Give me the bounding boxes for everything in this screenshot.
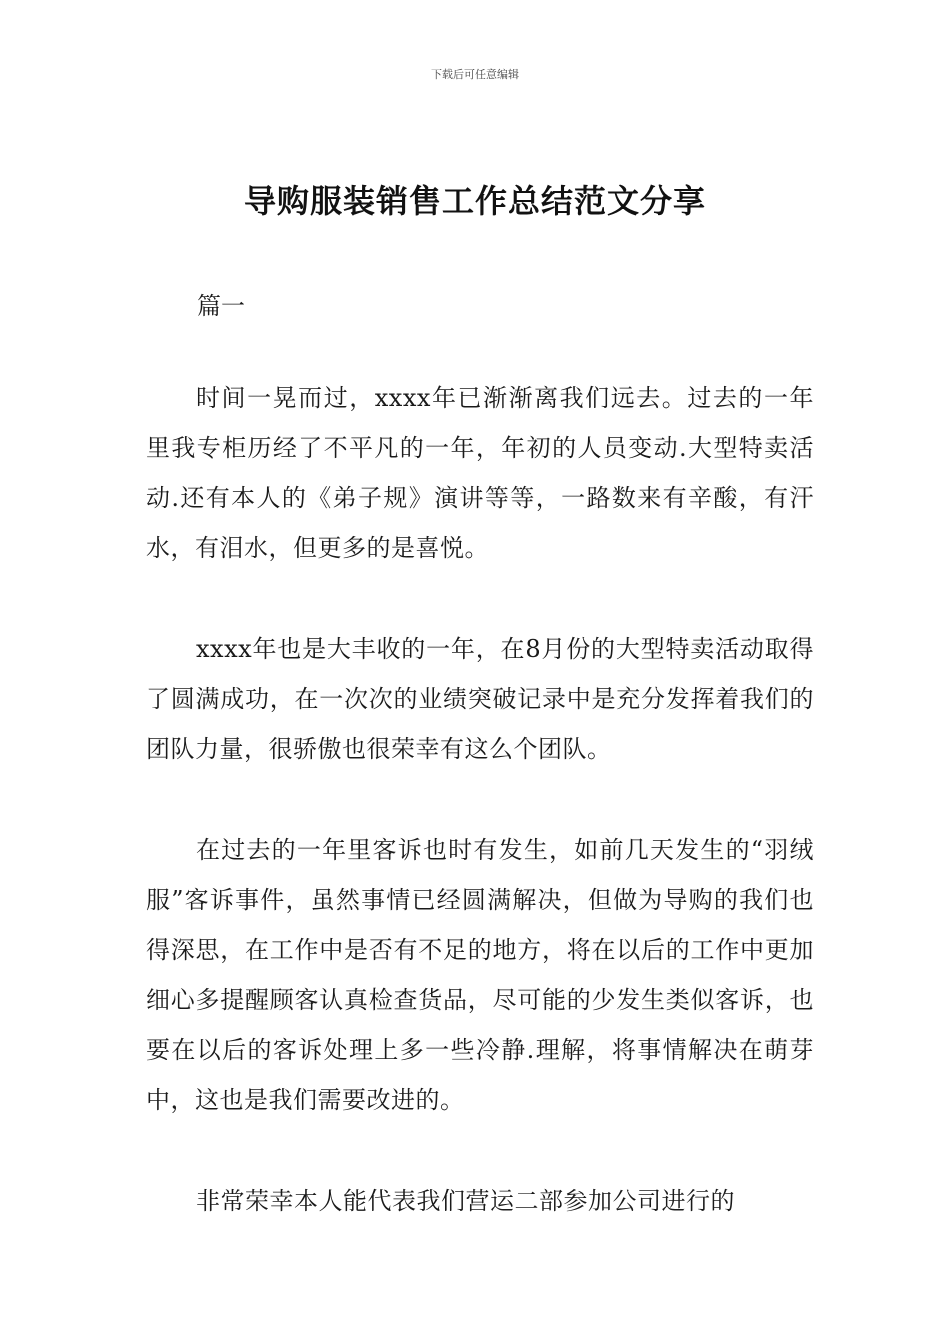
paragraph-3: 在过去的一年里客诉也时有发生，如前几天发生的“羽绒服”客诉事件，虽然事情已经圆满解决，但做为导购的我们也得深思，在工作中是否有不足的地方，将在以后的工作中更加细心多提醒顾客认真检查货品，尽可能的少发生类似客诉，也要在以后的客诉处理上多一些冷静.理解，将事情解决在萌芽中，这也是我们需要改进的。 bbox=[146, 836, 814, 1114]
paragraph-2: xxxx年也是大丰收的一年，在8月份的大型特卖活动取得了圆满成功，在一次次的业绩突破记录中是充分发挥着我们的团队力量，很骄傲也很荣幸有这么个团队。 bbox=[146, 635, 814, 763]
section-label: 篇一 bbox=[197, 292, 245, 320]
header-note: 下载后可任意编辑 bbox=[431, 68, 519, 81]
document-title: 导购服装销售工作总结范文分享 bbox=[243, 182, 706, 220]
paragraph-1: 时间一晃而过，xxxx年已渐渐离我们远去。过去的一年里我专柜历经了不平凡的一年，年初的人员变动.大型特卖活动.还有本人的《弟子规》演讲等等，一路数来有辛酸，有汗水，有泪水，但更多的是喜悦。 bbox=[146, 384, 814, 562]
document-body bbox=[146, 373, 814, 1277]
paragraph-4: 非常荣幸本人能代表我们营运二部参加公司进行的 bbox=[196, 1187, 735, 1215]
